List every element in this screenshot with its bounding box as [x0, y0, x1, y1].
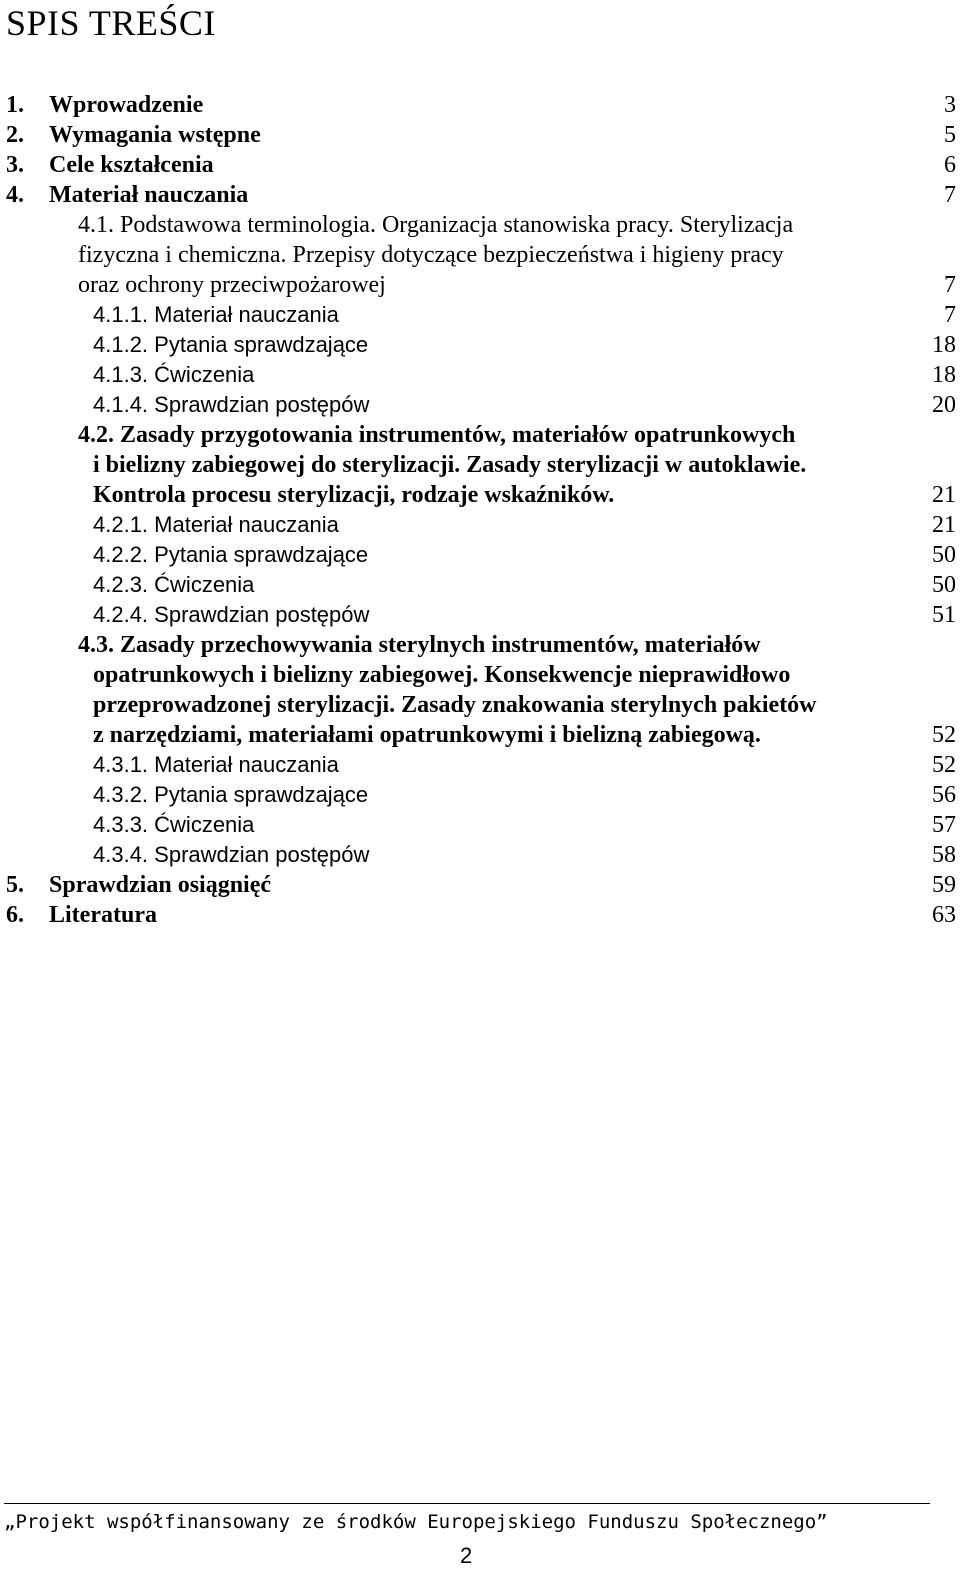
- toc-title: 4.2.4. Sprawdzian postępów: [93, 602, 370, 627]
- table-of-contents: [0, 90, 960, 930]
- toc-title: 4.2.1. Materiał nauczania: [93, 512, 339, 537]
- toc-number: 1.: [6, 92, 24, 118]
- toc-title: 4.3.1. Materiał nauczania: [93, 752, 339, 777]
- toc-title: Literatura: [49, 902, 157, 928]
- toc-entry[interactable]: [0, 360, 960, 390]
- toc-title: 4.1. Podstawowa terminologia. Organizacja stanowiska pracy. Sterylizacja: [78, 212, 794, 238]
- toc-page: 7: [944, 272, 956, 298]
- toc-entry-continuation[interactable]: [0, 720, 960, 750]
- toc-title: 4.2. Zasady przygotowania instrumentów, materiałów opatrunkowych: [78, 422, 796, 448]
- toc-title: 4.1.2. Pytania sprawdzające: [93, 332, 369, 357]
- toc-entry[interactable]: [0, 540, 960, 570]
- toc-title: przeprowadzonej sterylizacji. Zasady znakowania sterylnych pakietów: [93, 692, 817, 718]
- toc-entry[interactable]: [0, 510, 960, 540]
- toc-page: 56: [932, 782, 956, 808]
- toc-entry[interactable]: [0, 810, 960, 840]
- toc-page: 52: [932, 722, 956, 748]
- toc-entry[interactable]: [0, 900, 960, 930]
- toc-page: 18: [932, 362, 956, 388]
- toc-title: 4.3.2. Pytania sprawdzające: [93, 782, 369, 807]
- toc-title: Wymagania wstępne: [49, 122, 261, 148]
- toc-number: 6.: [6, 902, 24, 928]
- toc-title: 4.2.2. Pytania sprawdzające: [93, 542, 369, 567]
- toc-entry-continuation[interactable]: [0, 690, 960, 720]
- toc-number: 2.: [6, 122, 24, 148]
- toc-title: Kontrola procesu sterylizacji, rodzaje wskaźników.: [93, 482, 615, 508]
- toc-page: 21: [932, 482, 956, 508]
- toc-title: 4.3.4. Sprawdzian postępów: [93, 842, 370, 867]
- toc-entry-continuation[interactable]: [0, 240, 960, 270]
- toc-page: 51: [932, 602, 956, 628]
- toc-page: 20: [932, 392, 956, 418]
- toc-entry-continuation[interactable]: [0, 660, 960, 690]
- toc-title: Materiał nauczania: [49, 182, 249, 208]
- page-number: 2: [460, 1543, 473, 1568]
- toc-title: Cele kształcenia: [49, 152, 214, 178]
- toc-title: i bielizny zabiegowej do sterylizacji. Zasady sterylizacji w autoklawie.: [93, 452, 807, 478]
- toc-page: 63: [932, 902, 956, 928]
- toc-title: oraz ochrony przeciwpożarowej: [78, 272, 386, 298]
- toc-entry[interactable]: [0, 330, 960, 360]
- toc-title: 4.3.3. Ćwiczenia: [93, 812, 255, 837]
- toc-entry[interactable]: [0, 120, 960, 150]
- toc-number: 5.: [6, 872, 24, 898]
- toc-page: 59: [932, 872, 956, 898]
- toc-entry[interactable]: [0, 630, 960, 660]
- toc-entry[interactable]: [0, 780, 960, 810]
- toc-title: 4.1.3. Ćwiczenia: [93, 362, 255, 387]
- toc-page: 18: [932, 332, 956, 358]
- toc-entry[interactable]: [0, 570, 960, 600]
- toc-entry[interactable]: [0, 90, 960, 120]
- toc-title: Wprowadzenie: [49, 92, 204, 118]
- toc-page: 7: [944, 302, 956, 328]
- toc-title: 4.3. Zasady przechowywania sterylnych instrumentów, materiałów: [78, 632, 761, 658]
- toc-entry[interactable]: [0, 180, 960, 210]
- footer-divider: [4, 1503, 930, 1504]
- toc-title: Sprawdzian osiągnięć: [49, 872, 272, 898]
- toc-entry[interactable]: [0, 600, 960, 630]
- toc-page: 50: [932, 542, 956, 568]
- toc-entry[interactable]: [0, 390, 960, 420]
- toc-page: 3: [944, 92, 956, 118]
- toc-page: 58: [932, 842, 956, 868]
- toc-page: 7: [944, 182, 956, 208]
- toc-entry[interactable]: [0, 210, 960, 240]
- toc-title: 4.1.1. Materiał nauczania: [93, 302, 339, 327]
- toc-page: 57: [932, 812, 956, 838]
- toc-number: 3.: [6, 152, 24, 178]
- toc-page: 52: [932, 752, 956, 778]
- toc-entry-continuation[interactable]: [0, 450, 960, 480]
- toc-title: z narzędziami, materiałami opatrunkowymi i bielizną zabiegową.: [93, 722, 761, 748]
- toc-entry[interactable]: [0, 840, 960, 870]
- toc-page: 50: [932, 572, 956, 598]
- toc-entry[interactable]: [0, 420, 960, 450]
- toc-entry[interactable]: [0, 150, 960, 180]
- toc-title: 4.2.3. Ćwiczenia: [93, 572, 255, 597]
- toc-entry-continuation[interactable]: [0, 480, 960, 510]
- toc-title: 4.1.4. Sprawdzian postępów: [93, 392, 370, 417]
- toc-entry[interactable]: [0, 300, 960, 330]
- toc-page: 6: [944, 152, 956, 178]
- toc-page: 5: [944, 122, 956, 148]
- toc-title: fizyczna i chemiczna. Przepisy dotyczące bezpieczeństwa i higieny pracy: [78, 242, 784, 268]
- toc-number: 4.: [6, 182, 24, 208]
- toc-entry[interactable]: [0, 870, 960, 900]
- toc-entry-continuation[interactable]: [0, 270, 960, 300]
- toc-entry[interactable]: [0, 750, 960, 780]
- toc-title: opatrunkowych i bielizny zabiegowej. Konsekwencje nieprawidłowo: [93, 662, 791, 688]
- page-title: SPIS TREŚCI: [6, 3, 216, 43]
- footer-funding-note: „Projekt współfinansowany ze środków Europejskiego Funduszu Społecznego”: [4, 1511, 828, 1533]
- toc-page: 21: [932, 512, 956, 538]
